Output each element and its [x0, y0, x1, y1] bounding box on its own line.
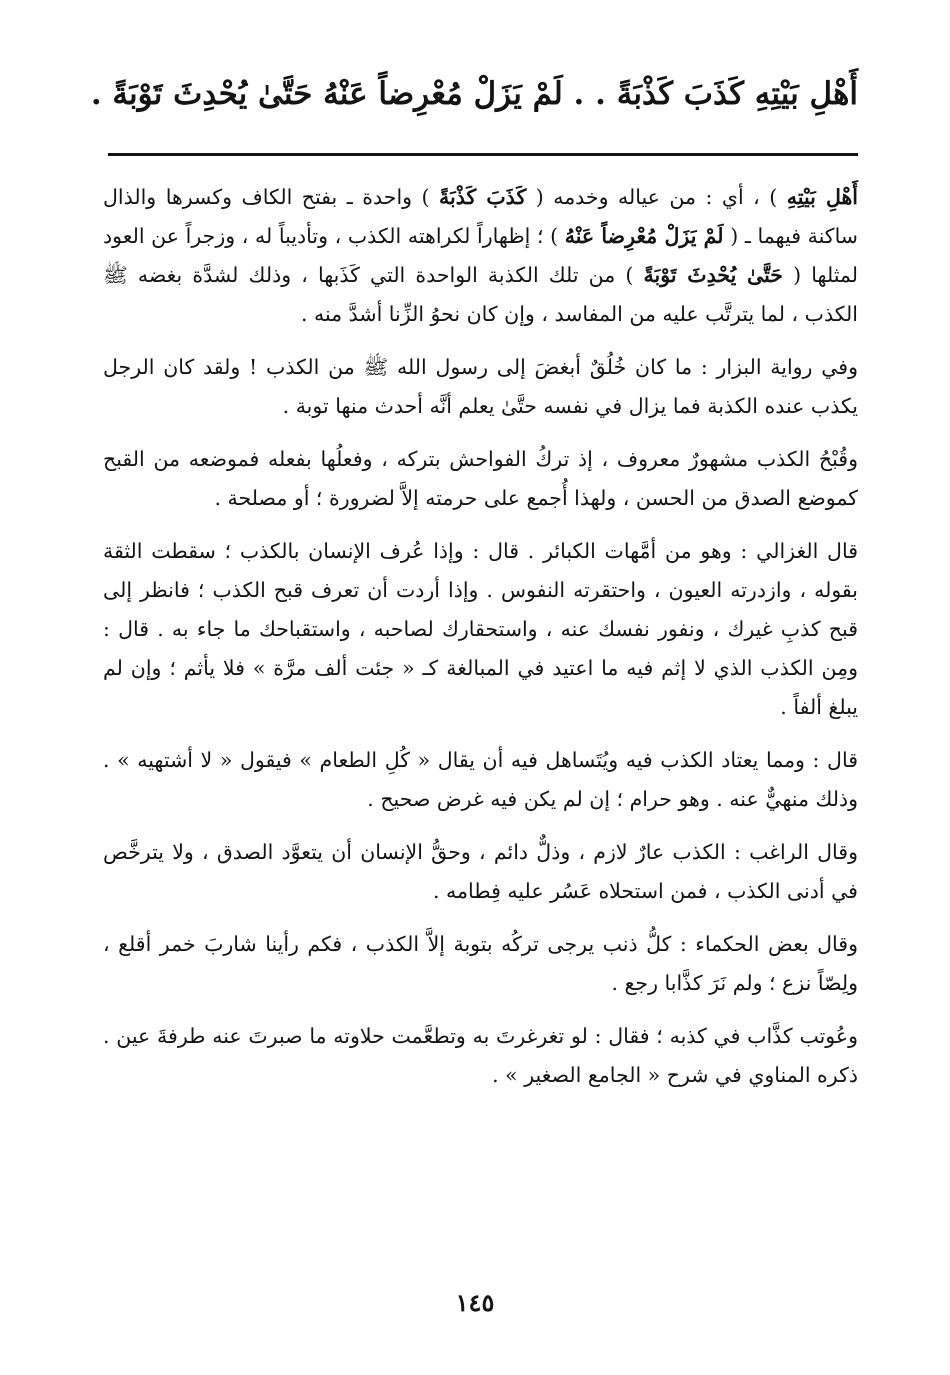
quoted-hadith-phrase: أَهْلِ بَيْتِهِ: [786, 185, 858, 209]
commentary-paragraph: وقال الراغب : الكذب عارٌ لازم ، وذلٌّ دائم ، وحقُّ الإنسان أن يتعوَّد الصدق ، ولا يترخَّص في أدنى الكذب ، فمن استحلاه عَسُر عليه فِطامه .: [103, 840, 858, 903]
separator-rule: [108, 153, 858, 156]
commentary-text: ) ؛ إظهاراً لكراهته الكذب ، وتأديباً له ، وزجراً عن العود لمثلها (: [103, 224, 859, 287]
commentary-paragraph: وقُبْحُ الكذب مشهورٌ معروف ، إذ تركُ الفواحش بتركه ، وفعلُها بفعله فموضعه من القبح كموضع الصدق من الحسن ، ولهذا أُجمع على حرمته إلاَّ لضرورة ؛ أو مصلحة .: [103, 447, 858, 510]
page-number: ١٤٥: [455, 1288, 495, 1317]
quoted-hadith-phrase: لَمْ يَزَلْ مُعْرِضاً عَنْهُ: [564, 224, 724, 248]
commentary-text: ) من تلك الكذبة الواحدة التي كَذَبها ، وذلك لشدَّة بغضه ﷺ الكذب ، لما يترتَّب عليه من المفاسد ، وإن كان نحوُ الزِّنا أشدَّ منه .: [103, 263, 858, 326]
commentary-text: ) ، أي : من عياله وخدمه (: [526, 185, 787, 209]
commentary-paragraph: قال : ومما يعتاد الكذب فيه ويُتَساهل فيه أن يقال « كُلِ الطعام » فيقول « لا أشتهيه » . وذلك منهيٌّ عنه . وهو حرام ؛ إن لم يكن فيه غرض صحيح .: [103, 748, 858, 811]
hadith-text-line: أَهْلِ بَيْتِهِ كَذَبَ كَذْبَةً . . لَمْ يَزَلْ مُعْرِضاً عَنْهُ حَتَّىٰ يُحْدِثَ تَوْبَةً .: [90, 76, 858, 112]
commentary-text: ) واحدة ـ بفتح الكاف وكسرها والذال ساكنة فيهما ـ (: [103, 185, 858, 248]
commentary-paragraph: وعُوتب كذَّاب في كذبه ؛ فقال : لو تغرغرتَ به وتطعَّمت حلاوته ما صبرتَ عنه طرفةَ عين . ذكره المناوي في شرح « الجامع الصغير » .: [103, 1024, 858, 1087]
commentary-paragraph: قال الغزالي : وهو من أمَّهات الكبائر . قال : وإذا عُرف الإنسان بالكذب ؛ سقطت الثقة بقوله ، وازدرته العيون ، واحتقرته النفوس . وإذا أردت أن تعرف قبح الكذب ؛ فانظر إلى قبح كذبِ غيرك ، ونفور نفسك عنه ، واستحقارك لصاحبه ، واستقباحك ما جاء به . قال : ومِن الكذب الذي لا إثم فيه ما اعتيد في المبالغة كـ « جئت ألف مرَّة » فلا يأثم ؛ وإن لم يبلغ ألفاً .: [103, 539, 858, 719]
commentary-paragraph: وقال بعض الحكماء : كلُّ ذنب يرجى تركُه بتوبة إلاَّ الكذب ، فكم رأينا شاربَ خمر أقلع ، ولِصّاً نزع ؛ ولم نَرَ كذَّابا رجع .: [103, 932, 858, 995]
quoted-hadith-phrase: كَذَبَ كَذْبَةً: [439, 185, 527, 209]
quoted-hadith-phrase: حَتَّىٰ يُحْدِثَ تَوْبَةً: [643, 263, 783, 287]
commentary-body: [103, 178, 858, 1109]
commentary-paragraph: وفي رواية البزار : ما كان خُلُقٌ أبغضَ إلى رسول الله ﷺ من الكذب ! ولقد كان الرجل يكذب عنده الكذبة فما يزال في نفسه حتَّىٰ يعلم أنَّه أحدث منها توبة .: [103, 355, 858, 418]
commentary-paragraph: [103, 178, 858, 334]
